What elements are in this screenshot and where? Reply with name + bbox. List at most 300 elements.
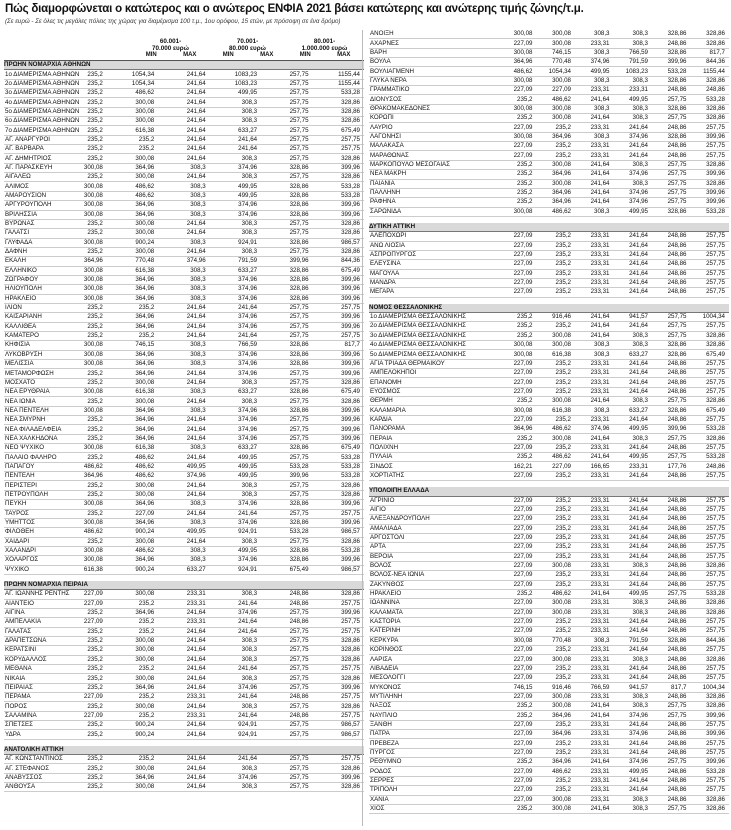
value-cell: 364,96 xyxy=(498,425,537,434)
value-cell: 241,64 xyxy=(158,331,209,340)
table-row xyxy=(369,533,729,542)
value-cell: 227,09 xyxy=(498,250,537,259)
value-cell: 328,86 xyxy=(261,238,312,247)
value-cell: 235,2 xyxy=(537,571,576,580)
area-name: ΠΑΤΡΑ xyxy=(369,730,498,739)
value-cell: 399,96 xyxy=(313,416,364,425)
value-cell: 241,64 xyxy=(210,665,261,674)
value-cell: 241,64 xyxy=(575,179,614,188)
table-row xyxy=(369,58,729,67)
table-row xyxy=(369,561,729,570)
value-cell: 308,3 xyxy=(614,30,653,39)
value-cell: 533,28 xyxy=(691,589,730,598)
value-cell: 328,86 xyxy=(313,229,364,238)
value-cell: 248,86 xyxy=(261,590,312,599)
value-cell: 374,96 xyxy=(614,170,653,179)
value-cell: 533,28 xyxy=(691,95,730,104)
table-row xyxy=(4,655,364,664)
value-cell: 374,96 xyxy=(575,425,614,434)
value-cell: 399,96 xyxy=(691,711,730,720)
value-cell: 241,64 xyxy=(158,764,209,773)
value-cell: 399,96 xyxy=(313,518,364,527)
value-cell: 300,08 xyxy=(107,764,158,773)
value-cell: 241,64 xyxy=(158,755,209,764)
value-cell: 227,09 xyxy=(498,552,537,561)
area-name: ΥΜΗΤΤΟΣ xyxy=(4,518,55,527)
area-name: ΠΑΝΟΡΑΜΑ xyxy=(369,425,498,434)
value-cell: 364,96 xyxy=(107,285,158,294)
value-cell: 328,86 xyxy=(652,350,691,359)
value-cell: 308,3 xyxy=(210,537,261,546)
value-cell: 374,96 xyxy=(210,608,261,617)
group-label: 80.001- 1.000.000 ευρώ xyxy=(301,38,348,52)
value-cell: 248,86 xyxy=(652,269,691,278)
table-row xyxy=(369,505,729,514)
value-cell: 241,64 xyxy=(614,720,653,729)
left-column xyxy=(4,30,364,792)
value-cell: 241,64 xyxy=(158,646,209,655)
value-cell: 300,08 xyxy=(55,182,106,191)
value-cell: 233,31 xyxy=(575,795,614,804)
value-cell: 241,64 xyxy=(614,664,653,673)
value-cell: 257,75 xyxy=(691,232,730,241)
value-cell: 308,3 xyxy=(575,406,614,415)
table-row xyxy=(4,528,364,537)
value-cell: 241,64 xyxy=(575,188,614,197)
table-row xyxy=(4,107,364,116)
table-row xyxy=(369,160,729,169)
table-row xyxy=(369,552,729,561)
value-cell: 235,2 xyxy=(55,173,106,182)
value-cell: 241,64 xyxy=(158,721,209,730)
value-cell: 241,64 xyxy=(158,229,209,238)
value-cell: 227,09 xyxy=(55,693,106,702)
value-cell: 241,64 xyxy=(158,537,209,546)
value-cell: 533,28 xyxy=(313,89,364,98)
area-name: ΝΕΑ ΠΕΝΤΕΛΗ xyxy=(4,406,55,415)
value-cell: 533,28 xyxy=(691,207,730,216)
value-cell: 235,2 xyxy=(55,98,106,107)
value-cell: 248,86 xyxy=(652,39,691,48)
value-cell: 233,31 xyxy=(575,627,614,636)
value-cell: 986,57 xyxy=(313,528,364,537)
value-cell: 300,08 xyxy=(55,210,106,219)
table-row xyxy=(369,767,729,776)
value-cell: 499,95 xyxy=(210,182,261,191)
value-cell: 257,75 xyxy=(691,142,730,151)
value-cell: 300,08 xyxy=(537,655,576,664)
value-cell: 241,64 xyxy=(210,331,261,340)
value-cell: 374,96 xyxy=(210,369,261,378)
table-row xyxy=(4,537,364,546)
value-cell: 746,15 xyxy=(498,683,537,692)
value-cell: 257,75 xyxy=(691,415,730,424)
value-cell: 241,64 xyxy=(614,505,653,514)
area-name: ΝΑΞΟΣ xyxy=(369,702,498,711)
value-cell: 235,2 xyxy=(55,135,106,144)
value-cell: 235,2 xyxy=(107,711,158,720)
value-cell: 364,96 xyxy=(107,683,158,692)
value-cell: 300,08 xyxy=(107,229,158,238)
value-cell: 235,2 xyxy=(498,322,537,331)
table-row xyxy=(4,755,364,764)
value-cell: 328,86 xyxy=(691,795,730,804)
area-name: 1ο ΔΙΑΜΕΡΙΣΜΑ ΑΘΗΝΩΝ xyxy=(5,70,80,78)
value-cell: 328,86 xyxy=(261,388,312,397)
value-cell: 248,86 xyxy=(652,655,691,664)
value-cell: 241,64 xyxy=(158,773,209,782)
value-cell: 308,3 xyxy=(614,434,653,443)
value-cell: 233,31 xyxy=(575,232,614,241)
table-row xyxy=(4,303,364,312)
value-cell: 257,75 xyxy=(652,453,691,462)
area-name: ΒΡΙΛΗΣΣΙΑ xyxy=(4,210,55,219)
value-cell: 844,36 xyxy=(313,257,364,266)
area-name: ΛΑΡΙΣΑ xyxy=(369,655,498,664)
value-cell: 241,64 xyxy=(158,783,209,792)
value-cell: 257,75 xyxy=(691,496,730,505)
value-cell: 227,09 xyxy=(55,711,106,720)
value-cell: 364,96 xyxy=(107,773,158,782)
value-cell: 227,09 xyxy=(498,674,537,683)
area-name: ΞΑΝΘΗ xyxy=(369,720,498,729)
value-cell: 235,2 xyxy=(537,359,576,368)
value-cell: 300,08 xyxy=(107,636,158,645)
value-cell: 308,3 xyxy=(158,294,209,303)
value-cell: 235,2 xyxy=(55,683,106,692)
table-row xyxy=(4,693,364,702)
value-cell: 241,64 xyxy=(210,145,261,154)
value-cell: 241,64 xyxy=(210,509,261,518)
value-cell: 308,3 xyxy=(614,341,653,350)
left-table xyxy=(4,61,364,792)
value-cell: 257,75 xyxy=(652,711,691,720)
area-name: ΠΑΛΛΗΝΗ xyxy=(369,188,498,197)
value-cell: 257,75 xyxy=(691,123,730,132)
value-cell: 533,28 xyxy=(313,546,364,555)
value-cell: 248,86 xyxy=(652,674,691,683)
value-cell: 233,31 xyxy=(575,415,614,424)
value-cell: 328,86 xyxy=(313,636,364,645)
table-row xyxy=(4,294,364,303)
area-name: ΜΥΚΟΝΟΣ xyxy=(369,683,498,692)
value-cell: 300,08 xyxy=(55,388,106,397)
value-cell: 308,3 xyxy=(210,378,261,387)
value-cell: 257,75 xyxy=(313,599,364,608)
value-cell: 235,2 xyxy=(55,481,106,490)
value-cell: 328,86 xyxy=(691,804,730,813)
value-cell: 374,96 xyxy=(210,434,261,443)
value-cell: 235,2 xyxy=(537,232,576,241)
value-cell: 257,75 xyxy=(691,627,730,636)
value-cell: 633,27 xyxy=(210,388,261,397)
value-cell: 328,86 xyxy=(691,179,730,188)
area-name: ΑΝΟΙΞΗ xyxy=(369,30,498,39)
value-cell: 1155,44 xyxy=(313,79,364,88)
value-cell: 257,75 xyxy=(261,416,312,425)
value-cell: 486,62 xyxy=(537,453,576,462)
value-cell: 241,64 xyxy=(158,627,209,636)
table-row xyxy=(369,462,729,471)
value-cell: 233,31 xyxy=(575,599,614,608)
value-cell: 235,2 xyxy=(55,70,106,79)
value-cell: 257,75 xyxy=(261,397,312,406)
value-cell: 257,75 xyxy=(691,580,730,589)
value-cell: 257,75 xyxy=(652,95,691,104)
value-cell: 364,96 xyxy=(107,425,158,434)
value-cell: 235,2 xyxy=(537,543,576,552)
value-cell: 233,31 xyxy=(575,260,614,269)
value-cell: 241,64 xyxy=(614,674,653,683)
table-row xyxy=(369,350,729,359)
value-cell: 177,76 xyxy=(652,462,691,471)
value-cell: 328,86 xyxy=(313,117,364,126)
value-cell: 227,09 xyxy=(537,86,576,95)
value-cell: 235,2 xyxy=(498,312,537,321)
table-row xyxy=(4,313,364,322)
value-cell: 399,96 xyxy=(313,350,364,359)
value-cell: 399,96 xyxy=(313,406,364,415)
value-cell: 241,64 xyxy=(210,303,261,312)
value-cell: 399,96 xyxy=(313,773,364,782)
value-cell: 233,31 xyxy=(575,496,614,505)
value-cell: 616,38 xyxy=(107,266,158,275)
value-cell: 328,86 xyxy=(313,154,364,163)
value-cell: 633,27 xyxy=(158,565,209,574)
value-cell: 308,3 xyxy=(158,182,209,191)
area-name: 2ο ΔΙΑΜΕΡΙΣΜΑ ΑΘΗΝΩΝ xyxy=(5,79,80,87)
value-cell: 241,64 xyxy=(575,397,614,406)
value-cell: 746,15 xyxy=(537,48,576,57)
value-cell: 499,95 xyxy=(614,207,653,216)
area-name: ΜΑΛΑΚΑΣΑ xyxy=(369,142,498,151)
value-cell: 235,2 xyxy=(498,711,537,720)
value-cell: 328,86 xyxy=(691,39,730,48)
value-cell: 941,57 xyxy=(614,683,653,692)
table-row xyxy=(369,341,729,350)
value-cell: 328,86 xyxy=(691,434,730,443)
value-cell: 300,08 xyxy=(537,331,576,340)
table-row xyxy=(369,580,729,589)
value-cell: 374,96 xyxy=(210,518,261,527)
value-cell: 235,2 xyxy=(498,114,537,123)
value-cell: 235,2 xyxy=(537,674,576,683)
value-cell: 227,09 xyxy=(498,505,537,514)
value-cell: 235,2 xyxy=(55,425,106,434)
value-cell: 328,86 xyxy=(652,406,691,415)
value-cell: 235,2 xyxy=(537,260,576,269)
area-name: ΓΑΛΑΤΣΙ xyxy=(4,229,55,238)
value-cell: 241,64 xyxy=(158,247,209,256)
area-name: ΥΔΡΑ xyxy=(4,730,55,739)
value-cell: 241,64 xyxy=(614,250,653,259)
value-cell: 364,96 xyxy=(498,58,537,67)
area-name: ΣΙΝΔΟΣ xyxy=(369,462,498,471)
value-cell: 235,2 xyxy=(537,496,576,505)
value-cell: 235,2 xyxy=(107,693,158,702)
value-cell: 300,08 xyxy=(537,341,576,350)
area-name: ΠΟΡΟΣ xyxy=(4,702,55,711)
group-label: 60.001- 70.000 ευρώ xyxy=(152,38,189,52)
table-row xyxy=(369,453,729,462)
value-cell: 227,09 xyxy=(498,720,537,729)
value-cell: 328,86 xyxy=(261,182,312,191)
value-cell: 248,86 xyxy=(652,786,691,795)
value-cell: 308,3 xyxy=(210,117,261,126)
value-cell: 533,28 xyxy=(313,462,364,471)
value-cell: 924,91 xyxy=(210,721,261,730)
value-cell: 399,96 xyxy=(313,275,364,284)
table-row xyxy=(4,444,364,453)
value-cell: 233,31 xyxy=(575,39,614,48)
value-cell: 235,2 xyxy=(55,636,106,645)
value-cell: 248,86 xyxy=(652,543,691,552)
value-cell: 248,86 xyxy=(652,533,691,542)
group-header xyxy=(4,30,364,52)
value-cell: 233,31 xyxy=(575,655,614,664)
section-header xyxy=(4,61,364,70)
value-cell: 633,27 xyxy=(210,126,261,135)
value-cell: 233,31 xyxy=(575,767,614,776)
value-cell: 235,2 xyxy=(498,179,537,188)
area-name: ΓΡΑΜΜΑΤΙΚΟ xyxy=(369,86,498,95)
value-cell: 616,38 xyxy=(107,444,158,453)
value-cell: 300,08 xyxy=(498,76,537,85)
value-cell: 227,09 xyxy=(498,278,537,287)
table-row xyxy=(4,182,364,191)
value-cell: 257,75 xyxy=(261,646,312,655)
value-cell: 308,3 xyxy=(158,191,209,200)
value-cell: 300,08 xyxy=(537,702,576,711)
value-cell: 364,96 xyxy=(537,170,576,179)
value-cell: 328,86 xyxy=(691,702,730,711)
value-cell: 235,2 xyxy=(107,618,158,627)
value-cell: 328,86 xyxy=(691,341,730,350)
value-cell: 241,64 xyxy=(575,114,614,123)
table-row xyxy=(369,30,729,39)
value-cell: 227,09 xyxy=(498,617,537,626)
table-row xyxy=(4,360,364,369)
area-name: 6ο ΔΙΑΜΕΡΙΣΜΑ ΑΘΗΝΩΝ xyxy=(5,117,80,125)
value-cell: 235,2 xyxy=(537,151,576,160)
value-cell: 227,09 xyxy=(498,580,537,589)
table-row xyxy=(369,730,729,739)
value-cell: 233,31 xyxy=(575,730,614,739)
table-row xyxy=(4,683,364,692)
area-name: ΡΑΦΗΝΑ xyxy=(369,198,498,207)
table-row xyxy=(4,500,364,509)
table-row xyxy=(4,191,364,200)
table-row xyxy=(4,322,364,331)
table-row xyxy=(369,711,729,720)
value-cell: 235,2 xyxy=(537,378,576,387)
area-name: ΛΥΚΟΒΡΥΣΗ xyxy=(4,350,55,359)
area-name: ΜΕΣΟΛΟΓΓΙ xyxy=(369,674,498,683)
value-cell: 227,09 xyxy=(498,443,537,452)
value-cell: 233,31 xyxy=(575,748,614,757)
section-title: ΑΝΑΤΟΛΙΚΗ ΑΤΤΙΚΗ xyxy=(4,746,364,755)
value-cell: 248,86 xyxy=(652,415,691,424)
value-cell: 300,08 xyxy=(55,285,106,294)
area-name: ΜΑΓΟΥΛΑ xyxy=(369,269,498,278)
value-cell: 235,2 xyxy=(537,646,576,655)
value-cell: 241,64 xyxy=(575,804,614,813)
value-cell: 227,09 xyxy=(498,378,537,387)
value-cell: 399,96 xyxy=(313,163,364,172)
value-cell: 241,64 xyxy=(614,260,653,269)
table-row xyxy=(4,126,364,135)
value-cell: 300,08 xyxy=(55,275,106,284)
value-cell: 300,08 xyxy=(55,341,106,350)
value-cell: 374,96 xyxy=(210,556,261,565)
value-cell: 241,64 xyxy=(158,490,209,499)
value-cell: 235,2 xyxy=(55,369,106,378)
table-row xyxy=(369,95,729,104)
value-cell: 675,49 xyxy=(691,406,730,415)
area-name: ΠΕΡΙΣΤΕΡΙ xyxy=(4,481,55,490)
value-cell: 900,24 xyxy=(107,528,158,537)
value-cell: 328,86 xyxy=(691,331,730,340)
value-cell: 257,75 xyxy=(261,490,312,499)
value-cell: 374,96 xyxy=(614,730,653,739)
section-header xyxy=(369,223,729,232)
value-cell: 257,75 xyxy=(691,505,730,514)
value-cell: 257,75 xyxy=(652,702,691,711)
value-cell: 308,3 xyxy=(210,590,261,599)
area-name: ΒΕΡΟΙΑ xyxy=(369,552,498,561)
value-cell: 235,2 xyxy=(498,170,537,179)
value-cell: 257,75 xyxy=(313,135,364,144)
value-cell: 235,2 xyxy=(55,490,106,499)
area-name: ΡΕΘΥΜΝΟ xyxy=(369,758,498,767)
value-cell: 374,96 xyxy=(210,773,261,782)
value-cell: 399,96 xyxy=(313,608,364,617)
value-cell: 374,96 xyxy=(210,294,261,303)
area-name: 7ο ΔΙΑΜΕΡΙΣΜΑ ΑΘΗΝΩΝ xyxy=(5,126,80,134)
table-row xyxy=(369,378,729,387)
area-name: ΑΡΓΥΡΟΥΠΟΛΗ xyxy=(4,201,55,210)
value-cell: 248,86 xyxy=(652,443,691,452)
table-row xyxy=(369,198,729,207)
value-cell: 257,75 xyxy=(261,98,312,107)
value-cell: 300,08 xyxy=(537,692,576,701)
value-cell: 770,48 xyxy=(537,58,576,67)
value-cell: 499,95 xyxy=(614,453,653,462)
area-name: ΒΟΥΛΑ xyxy=(369,58,498,67)
value-cell: 227,09 xyxy=(498,571,537,580)
value-cell: 1155,44 xyxy=(313,70,364,79)
value-cell: 233,31 xyxy=(575,646,614,655)
table-row xyxy=(4,219,364,228)
value-cell: 248,86 xyxy=(261,693,312,702)
value-cell: 257,75 xyxy=(261,783,312,792)
value-cell: 257,75 xyxy=(652,322,691,331)
value-cell: 235,2 xyxy=(537,142,576,151)
value-cell: 233,31 xyxy=(575,278,614,287)
value-cell: 328,86 xyxy=(313,98,364,107)
table-row xyxy=(4,481,364,490)
value-cell: 235,2 xyxy=(55,537,106,546)
value-cell: 486,62 xyxy=(537,207,576,216)
value-cell: 300,08 xyxy=(107,674,158,683)
value-cell: 235,2 xyxy=(55,126,106,135)
table-row xyxy=(4,546,364,555)
value-cell: 364,96 xyxy=(107,556,158,565)
value-cell: 257,75 xyxy=(313,618,364,627)
value-cell: 233,31 xyxy=(158,693,209,702)
value-cell: 374,96 xyxy=(210,500,261,509)
value-cell: 300,08 xyxy=(107,107,158,116)
